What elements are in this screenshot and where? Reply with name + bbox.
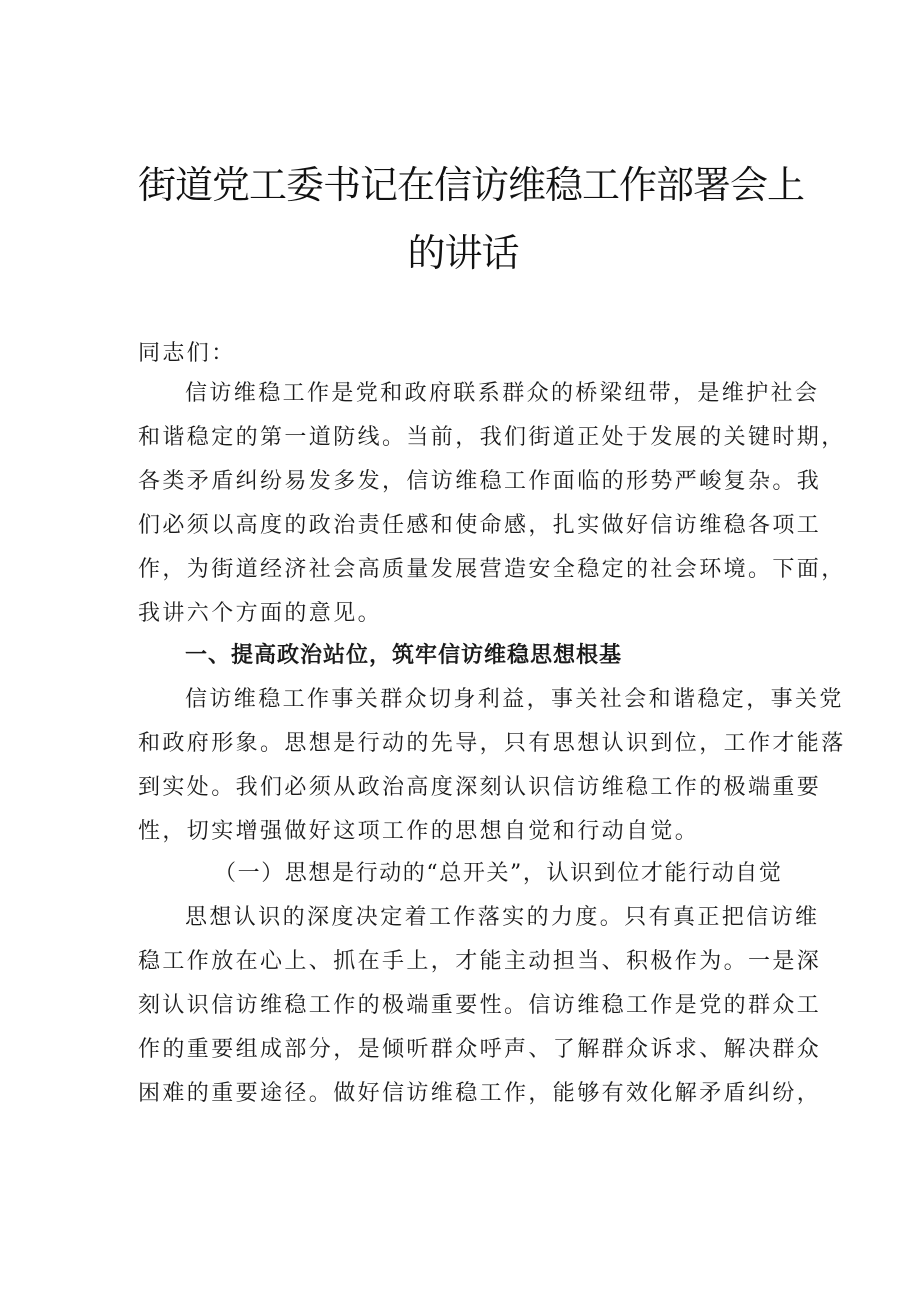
intro-line: 我讲六个方面的意见。 — [138, 601, 383, 626]
intro-line: 各类矛盾纠纷易发多发，信访维稳工作面临的形势严峻复杂。我 — [138, 469, 822, 494]
document-title-line-1: 街道党工委书记在信访维稳工作部署会上 — [138, 163, 805, 207]
salutation: 同志们： — [138, 341, 236, 366]
section-1-line: 性，切实增强做好这项工作的思想自觉和行动自觉。 — [138, 819, 700, 844]
section-1-line: 信访维稳工作事关群众切身利益，事关社会和谐稳定，事关党 — [185, 687, 844, 712]
intro-line: 作，为街道经济社会高质量发展营造安全稳定的社会环境。下面， — [138, 557, 846, 582]
section-1-heading: 一、提高政治站位，筑牢信访维稳思想根基 — [185, 643, 623, 668]
section-1-line: 到实处。我们必须从政治高度深刻认识信访维稳工作的极端重要 — [138, 775, 822, 800]
intro-line: 和谐稳定的第一道防线。当前，我们街道正处于发展的关键时期， — [138, 425, 846, 450]
intro-line: 们必须以高度的政治责任感和使命感，扎实做好信访维稳各项工 — [138, 513, 822, 538]
document-title-line-2: 的讲话 — [407, 231, 519, 275]
subsection-1-line: 思想认识的深度决定着工作落实的力度。只有真正把信访维 — [185, 905, 820, 930]
intro-line: 信访维稳工作是党和政府联系群众的桥梁纽带，是维护社会 — [185, 381, 820, 406]
subsection-1-heading: （一）思想是行动的“总开关”，认识到位才能行动自觉 — [214, 861, 783, 886]
subsection-1-line: 刻认识信访维稳工作的极端重要性。信访维稳工作是党的群众工 — [138, 993, 822, 1018]
subsection-1-line: 作的重要组成部分，是倾听群众呼声、了解群众诉求、解决群众 — [138, 1037, 822, 1062]
subsection-1-line: 稳工作放在心上、抓在手上，才能主动担当、积极作为。一是深 — [138, 949, 822, 974]
subsection-1-line: 困难的重要途径。做好信访维稳工作，能够有效化解矛盾纠纷， — [138, 1081, 822, 1106]
section-1-line: 和政府形象。思想是行动的先导，只有思想认识到位，工作才能落 — [138, 731, 846, 756]
